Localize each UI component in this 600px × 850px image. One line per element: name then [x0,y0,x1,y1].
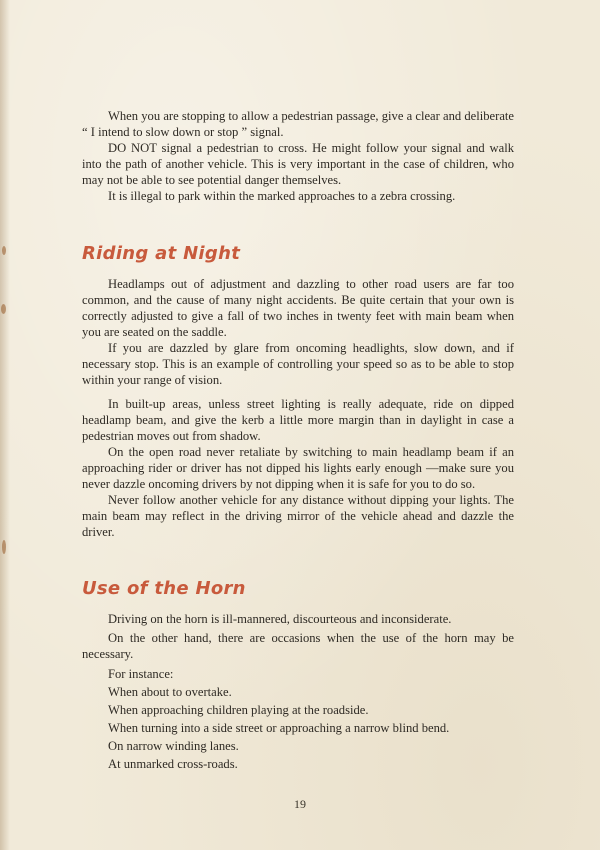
paragraph: On the open road never retaliate by switching to main headlamp beam if an approaching rider or driver has not dipped his lights early enough —make sure you never dazzle oncoming drivers by not dipping when it is safe for you to do so. [82,445,514,491]
section-heading-riding-at-night: Riding at Night [82,243,241,264]
page-number: 19 [294,797,306,811]
paragraph: DO NOT signal a pedestrian to cross. He might follow your signal and walk into the path of another vehicle. This is very important in the case of children, who may not be able to see potential danger themselves. [82,141,514,187]
paragraph: It is illegal to park within the marked approaches to a zebra crossing. [108,189,456,203]
list-intro: For instance: [108,667,174,681]
list-item: When turning into a side street or approaching a narrow blind bend. [108,721,450,735]
paragraph: In built-up areas, unless street lighting is really adequate, ride on dipped headlamp beam, and give the kerb a little more margin than in daylight in case a pedestrian moves out from shadow. [82,397,514,443]
stain-mark [1,304,6,314]
paragraph: If you are dazzled by glare from oncoming headlights, slow down, and if necessary stop. This is an example of controlling your speed so as to be able to stop within your range of vision. [82,341,514,387]
paragraph: Never follow another vehicle for any distance without dipping your lights. The main beam may reflect in the driving mirror of the vehicle ahead and dazzle the driver. [82,493,514,539]
list-item: At unmarked cross-roads. [108,757,238,771]
stain-mark [2,246,6,255]
paragraph: Headlamps out of adjustment and dazzling to other road users are far too common, and the cause of many night accidents. Be quite certain that your own is correctly adjusted to give a fall of two inches in twenty feet with main beam when you are seated on the saddle. [82,277,514,339]
page-binding-shadow [0,0,10,850]
paragraph: When you are stopping to allow a pedestrian passage, give a clear and deliberate “ I intend to slow down or stop ” signal. [82,109,514,139]
list-item: On narrow winding lanes. [108,739,239,753]
horn-occasions-list [82,666,514,772]
paragraph: On the other hand, there are occasions when the use of the horn may be necessary. [82,631,514,661]
list-item: When about to overtake. [108,685,232,699]
list-item: When approaching children playing at the roadside. [108,703,369,717]
page-content [82,108,514,774]
paragraph: Driving on the horn is ill-mannered, discourteous and inconsiderate. [108,612,452,626]
stain-mark [2,540,6,554]
section-heading-use-of-the-horn: Use of the Horn [82,578,246,599]
